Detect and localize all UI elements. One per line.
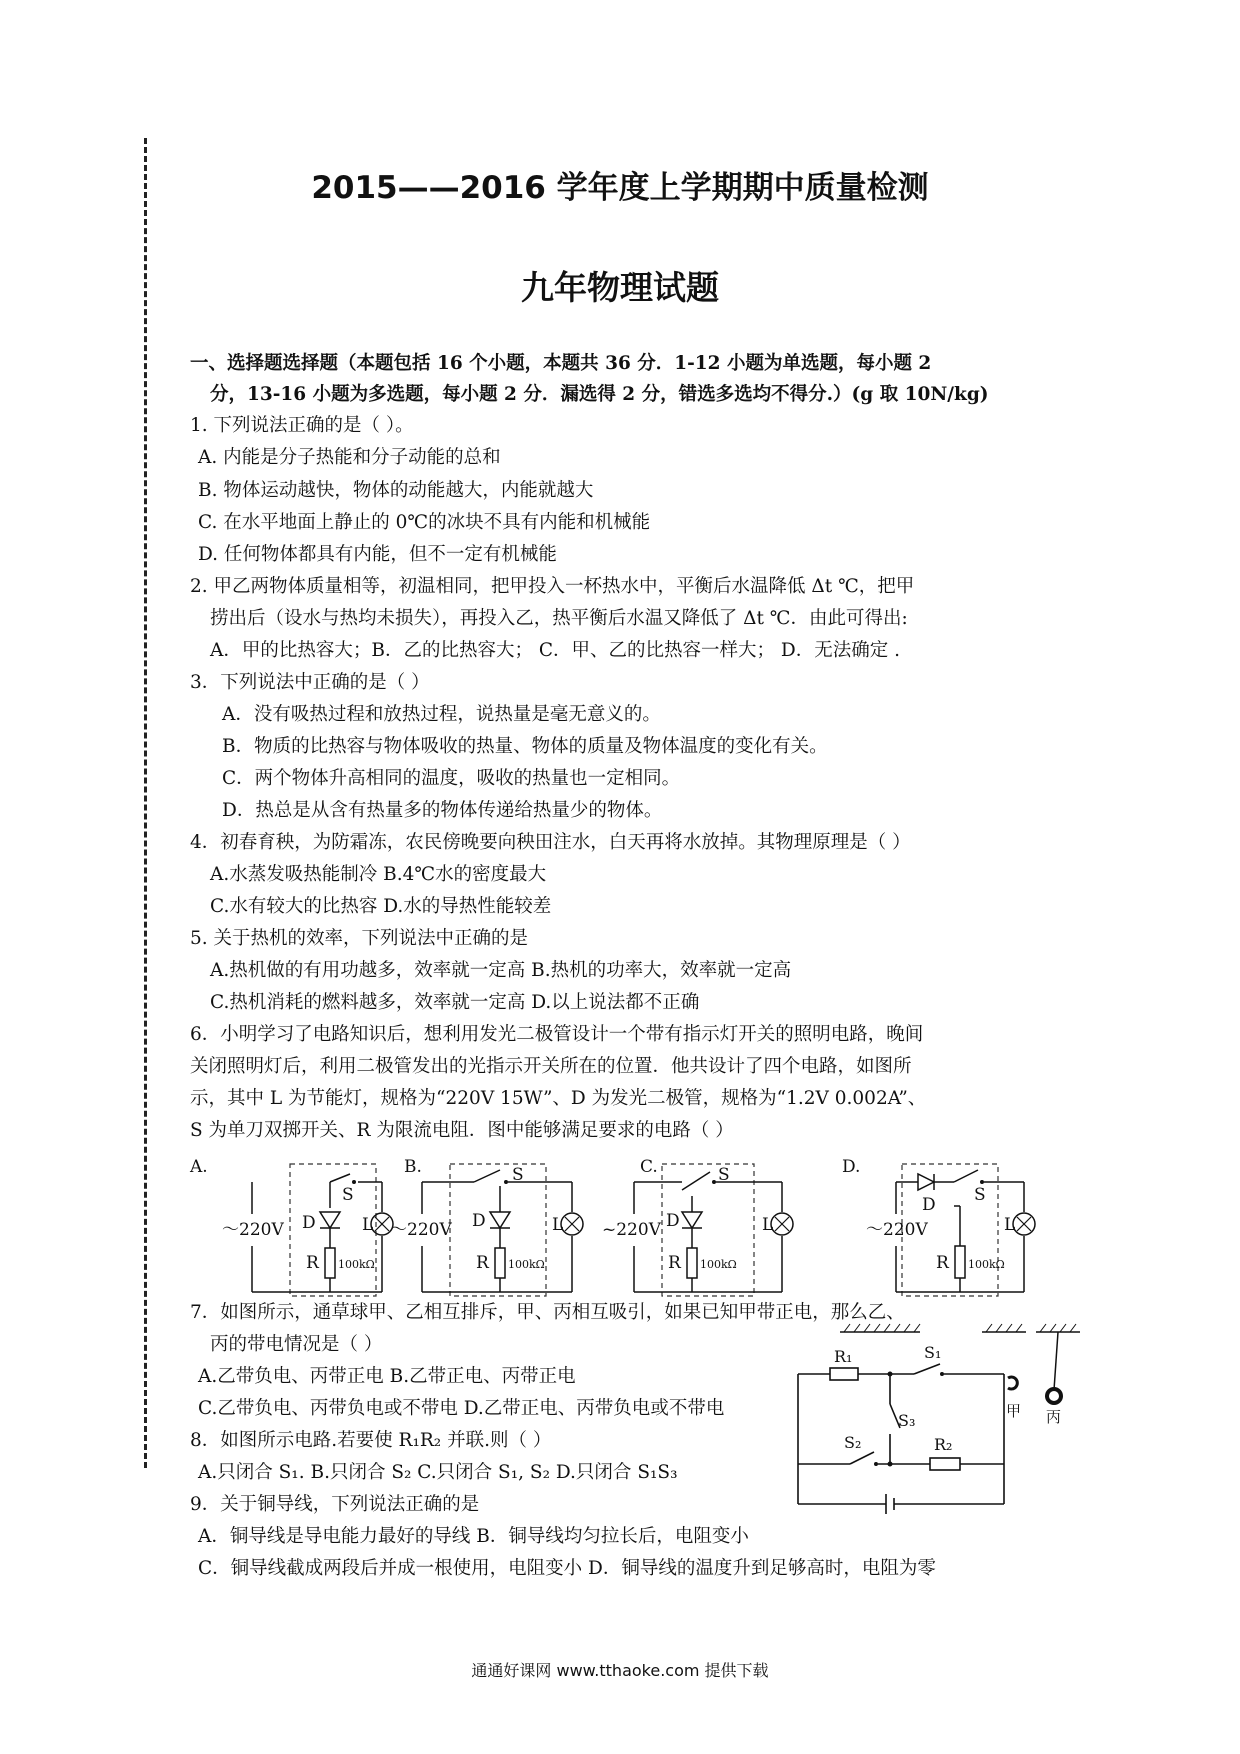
- circuit-c: [602, 1157, 793, 1296]
- circuit-c-label: C.: [640, 1157, 658, 1177]
- q2-stem-line2: 捞出后（设水与热均未损失），再投入乙，热平衡后水温又降低了 Δt ℃．由此可得出:: [210, 608, 908, 629]
- exam-title: 2015——2016 学年度上学期期中质量检测: [311, 170, 929, 206]
- q6-stem-line2: 关闭照明灯后，利用二极管发出的光指示开关所在的位置．他共设计了四个电路，如图所: [190, 1056, 912, 1077]
- circuit-d-source: ～220V: [866, 1220, 928, 1240]
- circuit-c-source: ~220V: [602, 1220, 661, 1240]
- q8-s2-label: S₂: [844, 1433, 862, 1452]
- q3-option-d: D．热总是从含有热量多的物体传递给热量少的物体。: [222, 800, 663, 821]
- ball-bing-label: 丙: [1046, 1408, 1062, 1426]
- q9-options-ab: A．铜导线是导电能力最好的导线 B．铜导线均匀拉长后，电阻变小: [198, 1526, 749, 1547]
- circuit-d: [842, 1157, 1035, 1296]
- circuit-a-label: A.: [190, 1157, 208, 1177]
- circuit-b: [390, 1157, 583, 1296]
- circuit-a-resistance: 100kΩ: [338, 1258, 375, 1271]
- q1-option-b: B. 物体运动越快，物体的动能越大，内能就越大: [198, 480, 594, 501]
- q6-stem-line1: 6．小明学习了电路知识后，想利用发光二极管设计一个带有指示灯开关的照明电路，晚间: [190, 1024, 924, 1045]
- section-instruction-line2: 分，13-16 小题为多选题，每小题 2 分．漏选得 2 分，错选多选均不得分.）(g 取 10N/kg): [210, 384, 989, 405]
- q3-stem: 3．下列说法中正确的是（ ）: [190, 672, 430, 693]
- circuit-d-resistance: 100kΩ: [968, 1258, 1005, 1271]
- q7-options-cd: C.乙带负电、丙带负电或不带电 D.乙带正电、丙带负电或不带电: [198, 1398, 725, 1419]
- q4-options-ab: A.水蒸发吸热能制冷 B.4℃水的密度最大: [210, 864, 547, 885]
- circuit-a-source: ～220V: [222, 1220, 284, 1240]
- q3-option-a: A．没有吸热过程和放热过程，说热量是毫无意义的。: [222, 704, 661, 725]
- q5-options-cd: C.热机消耗的燃料越多，效率就一定高 D.以上说法都不正确: [210, 992, 700, 1013]
- q2-options: A．甲的比热容大；B．乙的比热容大； C．甲、乙的比热容一样大； D．无法确定 .: [210, 640, 900, 661]
- binding-cut-line: [144, 138, 147, 1468]
- q9-options-cd: C．铜导线截成两段后并成一根使用，电阻变小 D．铜导线的温度升到足够高时，电阻为零: [198, 1558, 936, 1579]
- page-footer: 通通好课网 www.tthaoke.com 提供下载: [471, 1661, 769, 1680]
- q7-stem-line2: 丙的带电情况是（ ）: [210, 1334, 383, 1355]
- q4-stem: 4．初春育秧，为防霜冻，农民傍晚要向秧田注水，白天再将水放掉。其物理原理是（ ）: [190, 832, 911, 853]
- q7-options-ab: A.乙带负电、丙带正电 B.乙带正电、丙带正电: [198, 1366, 576, 1387]
- q6-stem-line4: S 为单刀双掷开关、R 为限流电阻．图中能够满足要求的电路（ ）: [190, 1120, 734, 1141]
- q8-r2-label: R₂: [934, 1435, 953, 1454]
- circuit-a-lamp: L: [362, 1215, 374, 1235]
- q5-options-ab: A.热机做的有用功越多，效率就一定高 B.热机的功率大，效率就一定高: [210, 960, 792, 981]
- q1-option-c: C. 在水平地面上静止的 0℃的冰块不具有内能和机械能: [198, 512, 651, 533]
- circuit-d-resistor: R: [936, 1253, 949, 1273]
- circuit-a-switch: S: [342, 1185, 354, 1205]
- circuit-c-switch: S: [718, 1165, 730, 1185]
- circuit-b-resistor: R: [476, 1253, 489, 1273]
- q1-stem: 1. 下列说法正确的是（ ）。: [190, 415, 414, 436]
- circuit-b-diode: D: [472, 1211, 486, 1231]
- circuit-a-diode: D: [302, 1213, 316, 1233]
- ball-jia-label: 甲: [1006, 1402, 1022, 1420]
- q8-stem: 8．如图所示电路.若要使 R₁R₂ 并联.则（ ）: [190, 1430, 552, 1451]
- exam-subtitle: 九年物理试题: [521, 268, 719, 307]
- q1-option-a: A. 内能是分子热能和分子动能的总和: [198, 447, 501, 468]
- circuit-c-lamp: L: [762, 1215, 774, 1235]
- circuit-d-switch: S: [974, 1185, 986, 1205]
- q7-stem-line1: 7．如图所示，通草球甲、乙相互排斥，甲、丙相互吸引，如果已知甲带正电，那么乙、: [190, 1302, 905, 1323]
- circuit-c-diode: D: [666, 1211, 680, 1231]
- q3-option-b: B．物质的比热容与物体吸收的热量、物体的质量及物体温度的变化有关。: [222, 736, 828, 757]
- circuit-d-label: D.: [842, 1157, 861, 1177]
- circuit-c-resistance: 100kΩ: [700, 1258, 737, 1271]
- q1-option-d: D. 任何物体都具有内能，但不一定有机械能: [198, 544, 557, 565]
- q6-circuit-diagrams: [182, 1150, 1082, 1310]
- q8-options: A.只闭合 S₁. B.只闭合 S₂ C.只闭合 S₁, S₂ D.只闭合 S₁S₃: [198, 1462, 678, 1483]
- circuit-b-lamp: L: [552, 1215, 564, 1235]
- q3-option-c: C．两个物体升高相同的温度，吸收的热量也一定相同。: [222, 768, 681, 789]
- circuit-d-lamp: L: [1004, 1215, 1016, 1235]
- circuit-d-diode: D: [922, 1195, 936, 1215]
- q8-s1-label: S₁: [924, 1343, 942, 1362]
- q5-stem: 5. 关于热机的效率，下列说法中正确的是: [190, 928, 529, 949]
- circuit-a-resistor: R: [306, 1253, 319, 1273]
- circuit-b-label: B.: [404, 1157, 422, 1177]
- circuit-c-resistor: R: [668, 1253, 681, 1273]
- circuit-a: [189, 1157, 393, 1296]
- q8-s3-label: S₃: [898, 1411, 916, 1430]
- q2-stem-line1: 2. 甲乙两物体质量相等，初温相同，把甲投入一杯热水中，平衡后水温降低 Δt ℃，把甲: [190, 576, 915, 597]
- circuit-b-switch: S: [512, 1165, 524, 1185]
- q4-options-cd: C.水有较大的比热容 D.水的导热性能较差: [210, 896, 552, 917]
- q6-stem-line3: 示，其中 L 为节能灯，规格为“220V 15W”、D 为发光二极管，规格为“1.2V 0.002A”、: [190, 1088, 927, 1109]
- q9-stem: 9．关于铜导线，下列说法正确的是: [190, 1494, 480, 1515]
- circuit-b-source: ～220V: [390, 1220, 452, 1240]
- circuit-b-resistance: 100kΩ: [508, 1258, 545, 1271]
- section-instruction-line1: 一、选择题选择题（本题包括 16 个小题，本题共 36 分．1-12 小题为单选题，每小题 2: [190, 353, 932, 374]
- q7-pith-ball-figure: [840, 1322, 1090, 1432]
- q8-r1-label: R₁: [834, 1347, 853, 1366]
